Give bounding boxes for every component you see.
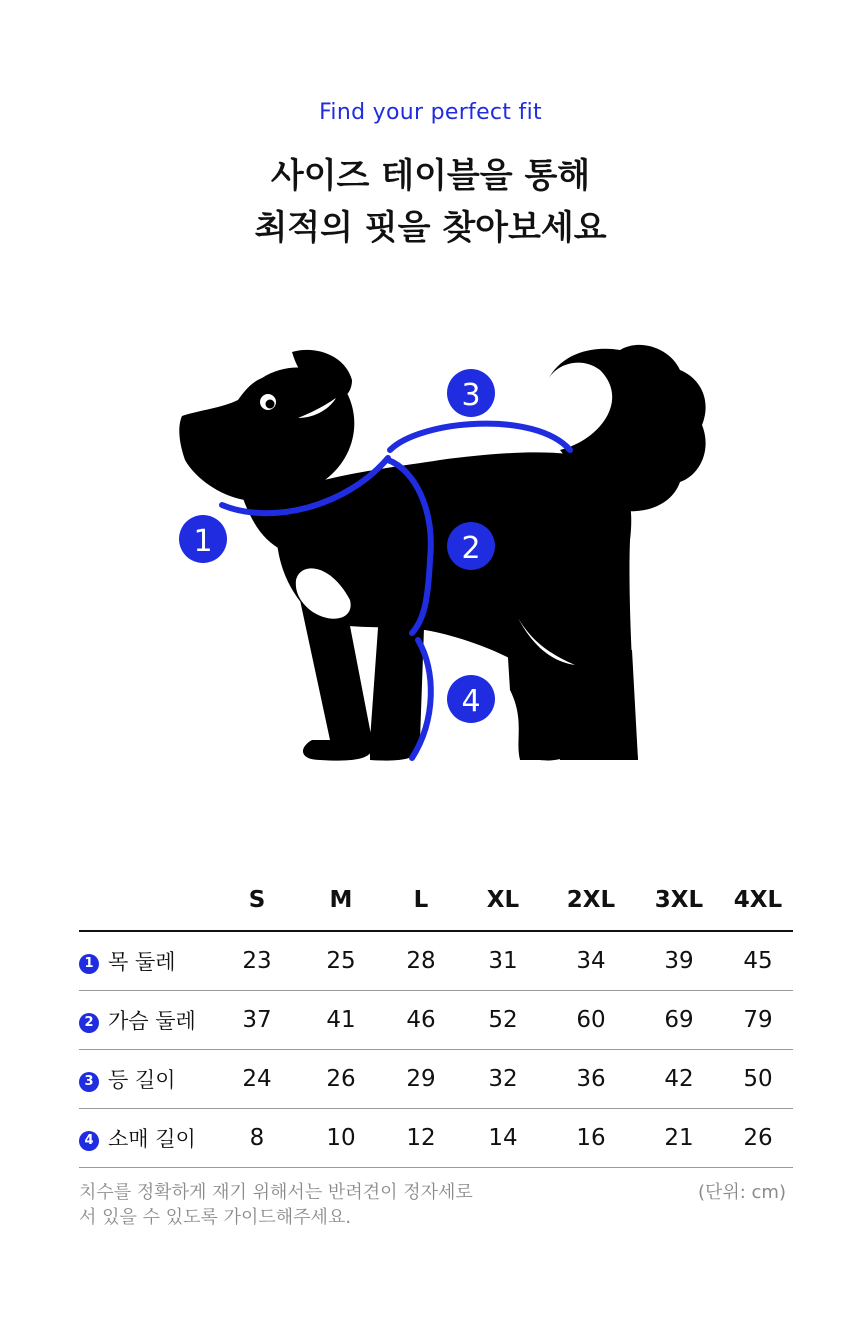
table-cell: 34 (547, 931, 635, 991)
table-row-back (79, 1050, 793, 1109)
table-cell: 28 (383, 931, 459, 991)
table-cell: 79 (723, 991, 793, 1050)
table-cell: 41 (299, 991, 383, 1050)
table-cell: 29 (383, 1050, 459, 1109)
dog-silhouette (179, 345, 705, 761)
row-label-text: 가슴 둘레 (108, 1009, 196, 1033)
svg-text:4: 4 (461, 684, 481, 719)
unit-label: (단위: cm) (697, 1182, 786, 1203)
row-label-chest (79, 991, 215, 1050)
back-marker (447, 369, 495, 417)
table-cell: 32 (459, 1050, 547, 1109)
table-cell: 26 (299, 1050, 383, 1109)
page-title (0, 150, 861, 254)
size-header-blank (79, 870, 215, 931)
size-header-xl: XL (459, 870, 547, 931)
number-badge-4: 4 (79, 1131, 99, 1151)
row-label-neck (79, 931, 215, 991)
table-cell: 52 (459, 991, 547, 1050)
table-row-chest (79, 991, 793, 1050)
dog-measurement-illustration (0, 300, 861, 800)
size-header-s: S (215, 870, 299, 931)
size-table (79, 870, 793, 1168)
table-cell: 37 (215, 991, 299, 1050)
table-cell: 60 (547, 991, 635, 1050)
table-cell: 8 (215, 1109, 299, 1168)
table-cell: 31 (459, 931, 547, 991)
subtitle: Find your perfect fit (319, 100, 542, 125)
table-cell: 12 (383, 1109, 459, 1168)
chest-marker (447, 522, 495, 570)
size-header-row (79, 870, 793, 931)
table-cell: 36 (547, 1050, 635, 1109)
measurement-note-line-1: 치수를 정확하게 재기 위해서는 반려견이 정자세로 (79, 1182, 473, 1203)
table-cell: 46 (383, 991, 459, 1050)
table-cell: 69 (635, 991, 723, 1050)
svg-text:3: 3 (461, 378, 481, 413)
svg-text:2: 2 (461, 531, 481, 566)
measurement-note-line-2: 서 있을 수 있도록 가이드해주세요. (79, 1207, 352, 1228)
table-cell: 26 (723, 1109, 793, 1168)
measurement-note (79, 1180, 473, 1230)
table-cell: 50 (723, 1050, 793, 1109)
table-cell: 42 (635, 1050, 723, 1109)
table-cell: 14 (459, 1109, 547, 1168)
number-badge-3: 3 (79, 1072, 99, 1092)
size-header-3xl: 3XL (635, 870, 723, 931)
number-badge-1: 1 (79, 954, 99, 974)
size-header-l: L (383, 870, 459, 931)
table-cell: 21 (635, 1109, 723, 1168)
size-header-2xl: 2XL (547, 870, 635, 931)
leg-marker (447, 675, 495, 723)
page-title-line-1: 사이즈 테이블을 통해 (270, 156, 591, 196)
table-cell: 25 (299, 931, 383, 991)
size-header-m: M (299, 870, 383, 931)
number-badge-2: 2 (79, 1013, 99, 1033)
table-cell: 10 (299, 1109, 383, 1168)
dog-illustration (0, 300, 861, 800)
svg-text:1: 1 (193, 524, 213, 559)
page-title-line-2: 최적의 핏을 찾아보세요 (254, 208, 607, 248)
row-label-text: 목 둘레 (108, 950, 176, 974)
table-cell: 45 (723, 931, 793, 991)
table-cell: 39 (635, 931, 723, 991)
table-row-neck (79, 931, 793, 991)
table-row-leg (79, 1109, 793, 1168)
row-label-text: 등 길이 (108, 1068, 176, 1092)
row-label-back (79, 1050, 215, 1109)
row-label-leg (79, 1109, 215, 1168)
table-cell: 24 (215, 1050, 299, 1109)
neck-marker (179, 515, 227, 563)
row-label-text: 소매 길이 (108, 1127, 196, 1151)
table-cell: 23 (215, 931, 299, 991)
size-header-4xl: 4XL (723, 870, 793, 931)
table-cell: 16 (547, 1109, 635, 1168)
